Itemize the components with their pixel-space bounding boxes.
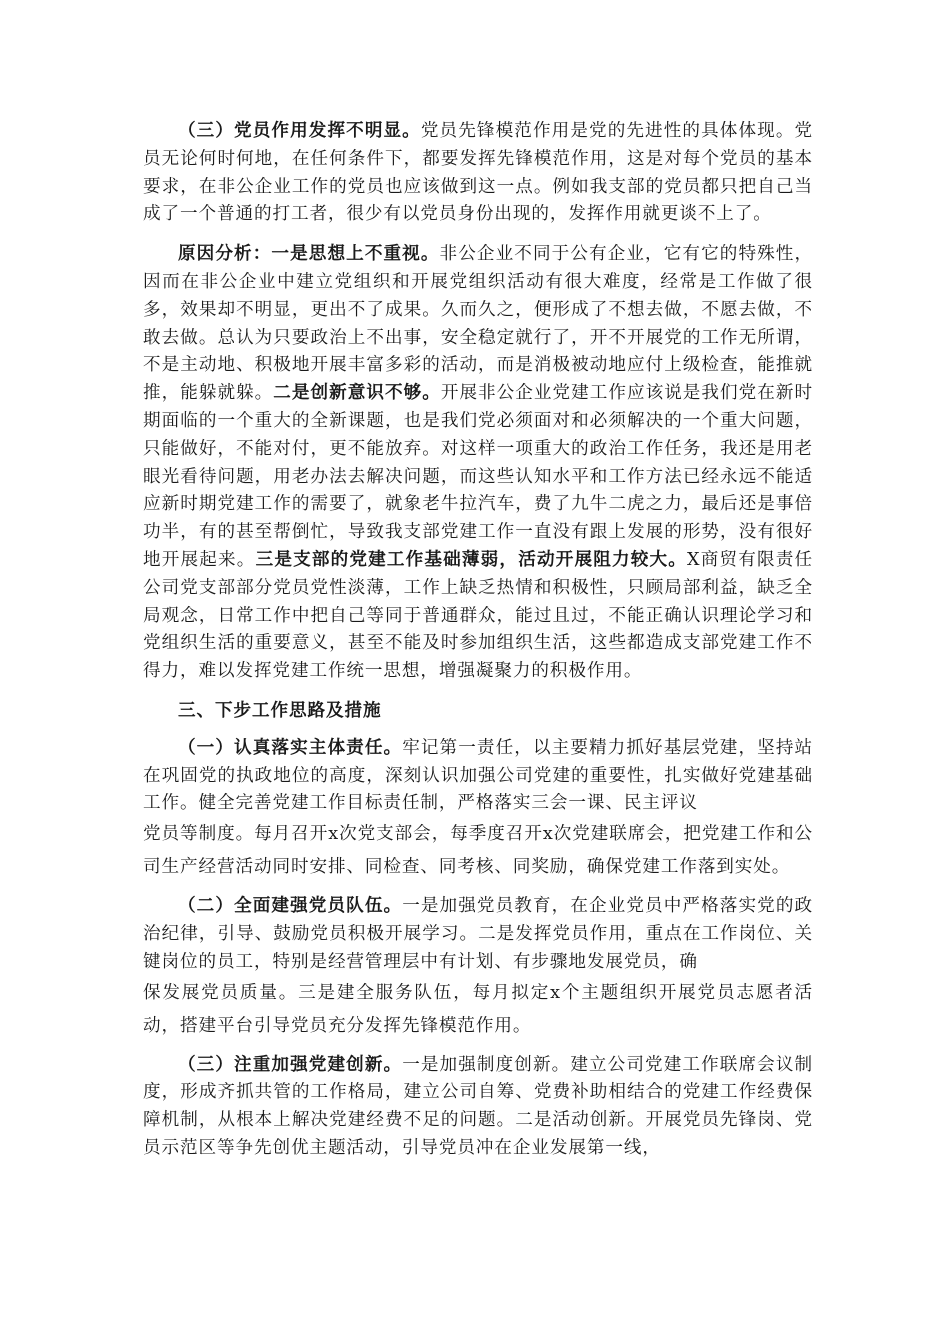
paragraph-party-member-role bbox=[143, 118, 813, 229]
paragraph-heading: （三）注重加强党建创新。 bbox=[178, 1054, 403, 1075]
paragraph-text: 一是加强党员教育，在企业党员中严格落实党的政治纪律，引导、鼓励党员积极开展学习。二是发挥党员作用，重点在工作岗位、关键岗位的员工，特别是经营管理层中有计划、有步骤地发展党员，确 bbox=[143, 896, 813, 972]
paragraph-heading: （一）认真落实主体责任。 bbox=[178, 737, 403, 758]
paragraph-text: 保发展党员质量。三是建全服务队伍，每月拟定x个主题组织开展党员志愿者活动，搭建平台引导党员充分发挥先锋模范作用。 bbox=[143, 982, 813, 1036]
paragraph-text: 非公企业不同于公有企业，它有它的特殊性，因而在非公企业中建立党组织和开展党组织活动有很大难度，经常是工作做了很多，效果却不明显，更出不了成果。久而久之，便形成了不想去做，不愿去做，不敢去做。总认为只要政治上不出事，安全稳定就行了，开不开展党的工作无所谓，不是主动地、积极地开展丰富多彩的活动，而是消极被动地应付上级检查，能推就推，能躲就躲。 bbox=[143, 244, 813, 404]
paragraph-main-responsibility bbox=[143, 735, 813, 818]
paragraph-heading: （三）党员作用发挥不明显。 bbox=[178, 121, 421, 141]
paragraph-text: 牢记第一责任，以主要精力抓好基层党建，坚持站在巩固党的执政地位的高度，深刻认识加强公司党建的重要性，扎实做好党建基础工作。健全完善党建工作目标责任制，严格落实三会一课、民主评议 bbox=[143, 737, 813, 814]
paragraph-main-responsibility-cont bbox=[143, 818, 813, 884]
paragraph-text: 一是加强制度创新。建立公司党建工作联席会议制度，形成齐抓共管的工作格局，建立公司自筹、党费补助相结合的党建工作经费保障机制，从根本上解决党建经费不足的问题。二是活动创新。开展党员先锋岗、党员示范区等争先创优主题活动，引导党员冲在企业发展第一线， bbox=[143, 1054, 813, 1158]
document-body bbox=[143, 118, 813, 1163]
paragraph-member-team bbox=[143, 893, 813, 976]
paragraph-heading: （二）全面建强党员队伍。 bbox=[178, 896, 403, 917]
paragraph-heading: 原因分析：一是思想上不重视。 bbox=[178, 244, 440, 265]
paragraph-text: X商贸有限责任公司党支部部分党员党性淡薄，工作上缺乏热情和积极性，只顾局部利益，缺乏全局观念，日常工作中把自己等同于普通群众，能过且过，不能正确认识理论学习和党组织生活的重要意义，甚至不能及时参加组织生活，这些都造成支部党建工作不得力，难以发挥党建工作统一思想，增强凝聚力的积极作用。 bbox=[143, 549, 814, 682]
paragraph-text: 开展非公企业党建工作应该说是我们党在新时期面临的一个重大的全新课题，也是我们党必须面对和必须解决的一个重大问题，只能做好，不能对付，更不能放弃。对这样一项重大的政治工作任务，我还是用老眼光看待问题，用老办法去解决问题，而这些认知水平和工作方法已经永远不能适应新时期党建工作的需要了，就象老牛拉汽车，费了九牛二虎之力，最后还是事倍功半，有的甚至帮倒忙，导致我支部党建工作一直没有跟上发展的形势，没有很好地开展起来。 bbox=[143, 383, 813, 570]
paragraph-member-team-cont bbox=[143, 977, 813, 1043]
paragraph-text: 党员先锋模范作用是党的先进性的具体体现。党员无论何时何地，在任何条件下，都要发挥先锋模范作用，这是对每个党员的基本要求，在非公企业工作的党员也应该做到这一点。例如我支部的党员都只把自己当成了一个普通的打工者，很少有以党员身份出现的，发挥作用就更谈不上了。 bbox=[143, 121, 814, 225]
paragraph-subheading: 三是支部的党建工作基础薄弱，活动开展阻力较大。 bbox=[255, 549, 688, 570]
section-title: 三、下步工作思路及措施 bbox=[178, 700, 382, 721]
paragraph-text: 党员等制度。每月召开x次党支部会，每季度召开x次党建联席会，把党建工作和公司生产经营活动同时安排、同检查、同考核、同奖励，确保党建工作落到实处。 bbox=[143, 824, 813, 878]
paragraph-innovation bbox=[143, 1052, 813, 1163]
paragraph-subheading: 二是创新意识不够。 bbox=[273, 383, 441, 404]
paragraph-cause-analysis bbox=[143, 241, 813, 686]
